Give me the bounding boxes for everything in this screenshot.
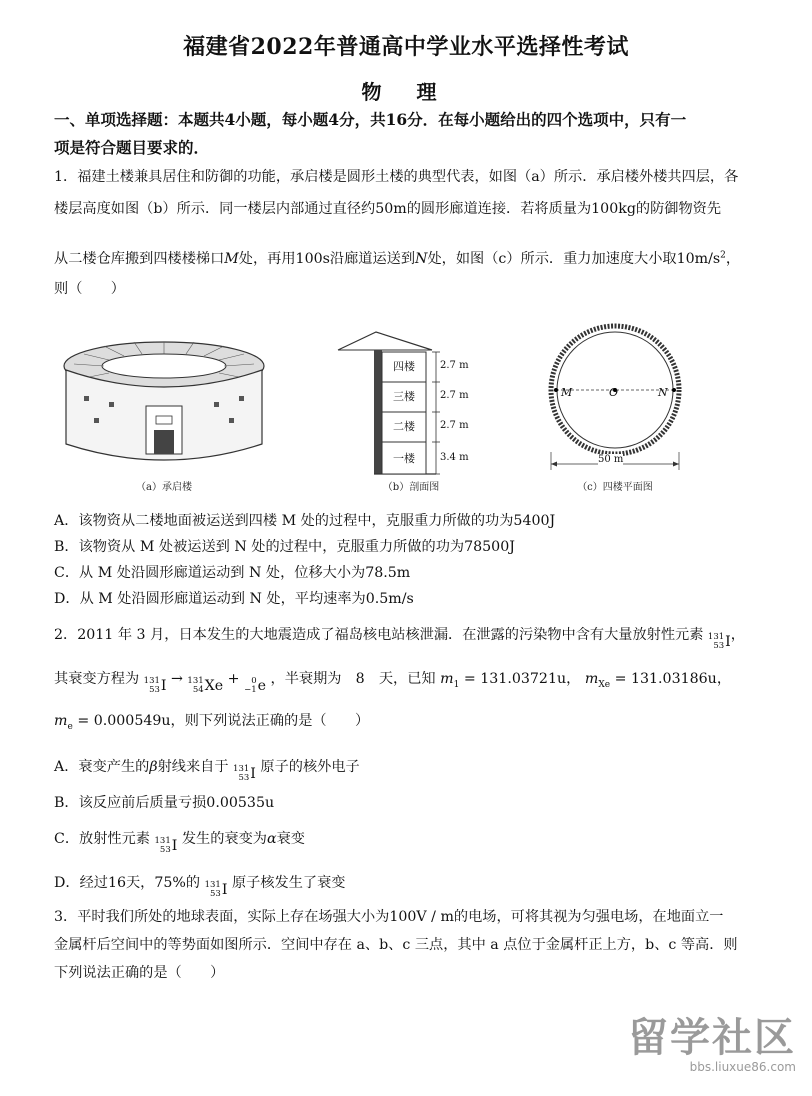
q1-line4: 则（ ）: [54, 281, 125, 297]
q1-line3: 从二楼仓库搬到四楼楼梯口M处，再用100s沿廊道运送到N处，如图（c）所示．重力加速度大小取$10m/s^2$，: [54, 250, 741, 267]
watermark-url: bbs.liuxue86.com: [689, 1060, 796, 1074]
floor-label-4: 四楼: [393, 360, 415, 373]
figure-c: [540, 322, 690, 496]
q3-line1: 3．平时我们所处的地球表面，实际上存在场强大小为100V / m的电场，可将其视为匀强电场，在地面立一: [54, 909, 724, 925]
watermark: [628, 1016, 796, 1074]
q2-option-c: C．放射性元素 131 53 I 发生的衰变为α衰变: [54, 831, 305, 855]
point-M-label: M: [561, 386, 573, 399]
q2-option-b: B．该反应前后质量亏损0.00535u: [54, 795, 275, 811]
figure-a: [54, 326, 274, 496]
height-label-1: 3.4 m: [440, 452, 469, 463]
q2-option-d: D．经过16天，75%的 131 53 I 原子核发生了衰变: [54, 875, 346, 899]
figure-c-caption: （c）四楼平面图: [577, 482, 653, 493]
figure-b-caption: （b）剖面图: [382, 482, 440, 493]
figure-a-caption: （a）承启楼: [136, 482, 192, 493]
exam-title: 福建省2022年普通高中学业水平选择性考试: [183, 34, 629, 60]
q2-line2: 其衰变方程为 131 53 I → 131 54 Xe + 0 −1 e ，半衰期为 8 天，已知 $m_1 = 131.03721u$， $m_{Xe} = 131.03186u$，: [54, 671, 732, 695]
floor-label-2: 二楼: [393, 420, 415, 433]
figure-b: [336, 330, 486, 496]
tulou-illustration: [54, 326, 274, 476]
floor-label-1: 一楼: [393, 452, 415, 465]
q1-line1: 1．福建土楼兼具居住和防御的功能，承启楼是圆形土楼的典型代表，如图（a）所示．承启楼外楼共四层，各: [54, 169, 739, 185]
height-label-4: 2.7 m: [440, 360, 469, 371]
section-heading-cont: 项是符合题目要求的．: [54, 138, 210, 157]
q3-line2: 金属杆后空间中的等势面如图所示．空间中存在 a、b、c 三点，其中 a 点位于金属杆正上方，b、c 等高．则: [54, 937, 738, 953]
q2-line3: $m_e = 0.000549u$，则下列说法正确的是（ ）: [54, 713, 370, 732]
height-label-2: 2.7 m: [440, 420, 469, 431]
q3-line3: 下列说法正确的是（ ）: [54, 965, 225, 981]
q1-option-b: B．该物资从 M 处被运送到 N 处的过程中，克服重力所做的功为78500J: [54, 539, 515, 555]
point-N-label: N: [658, 386, 668, 399]
section-heading: 一、单项选择题：本题共4小题，每小题4分，共16分．在每小题给出的四个选项中，只有一: [54, 110, 687, 129]
q1-option-a: A．该物资从二楼地面被运送到四楼 M 处的过程中，克服重力所做的功为5400J: [54, 513, 556, 529]
q1-option-d: D．从 M 处沿圆形廊道运动到 N 处，平均速率为0.5m/s: [54, 591, 414, 607]
nuclide-I: 131 53 I: [707, 632, 731, 651]
q1-line2: 楼层高度如图（b）所示．同一楼层内部通过直径约50m的圆形廊道连接．若将质量为100kg的防御物资先: [54, 201, 722, 217]
q2-line1: 2．2011 年 3 月，日本发生的大地震造成了福岛核电站核泄漏．在泄露的污染物中含有大量放射性元素 131 53 I ，: [54, 627, 745, 651]
diameter-label: 50 m: [598, 454, 624, 465]
q2-option-a: A．衰变产生的β射线来自于 131 53 I 原子的核外电子: [54, 759, 360, 783]
watermark-brand: 留学社区: [628, 1015, 796, 1061]
subject-title: 物 理: [361, 80, 451, 104]
floor-label-3: 三楼: [393, 390, 415, 403]
q1-option-c: C．从 M 处沿圆形廊道运动到 N 处，位移大小为78.5m: [54, 565, 411, 581]
point-O-label: O: [609, 386, 619, 399]
height-label-3: 2.7 m: [440, 390, 469, 401]
